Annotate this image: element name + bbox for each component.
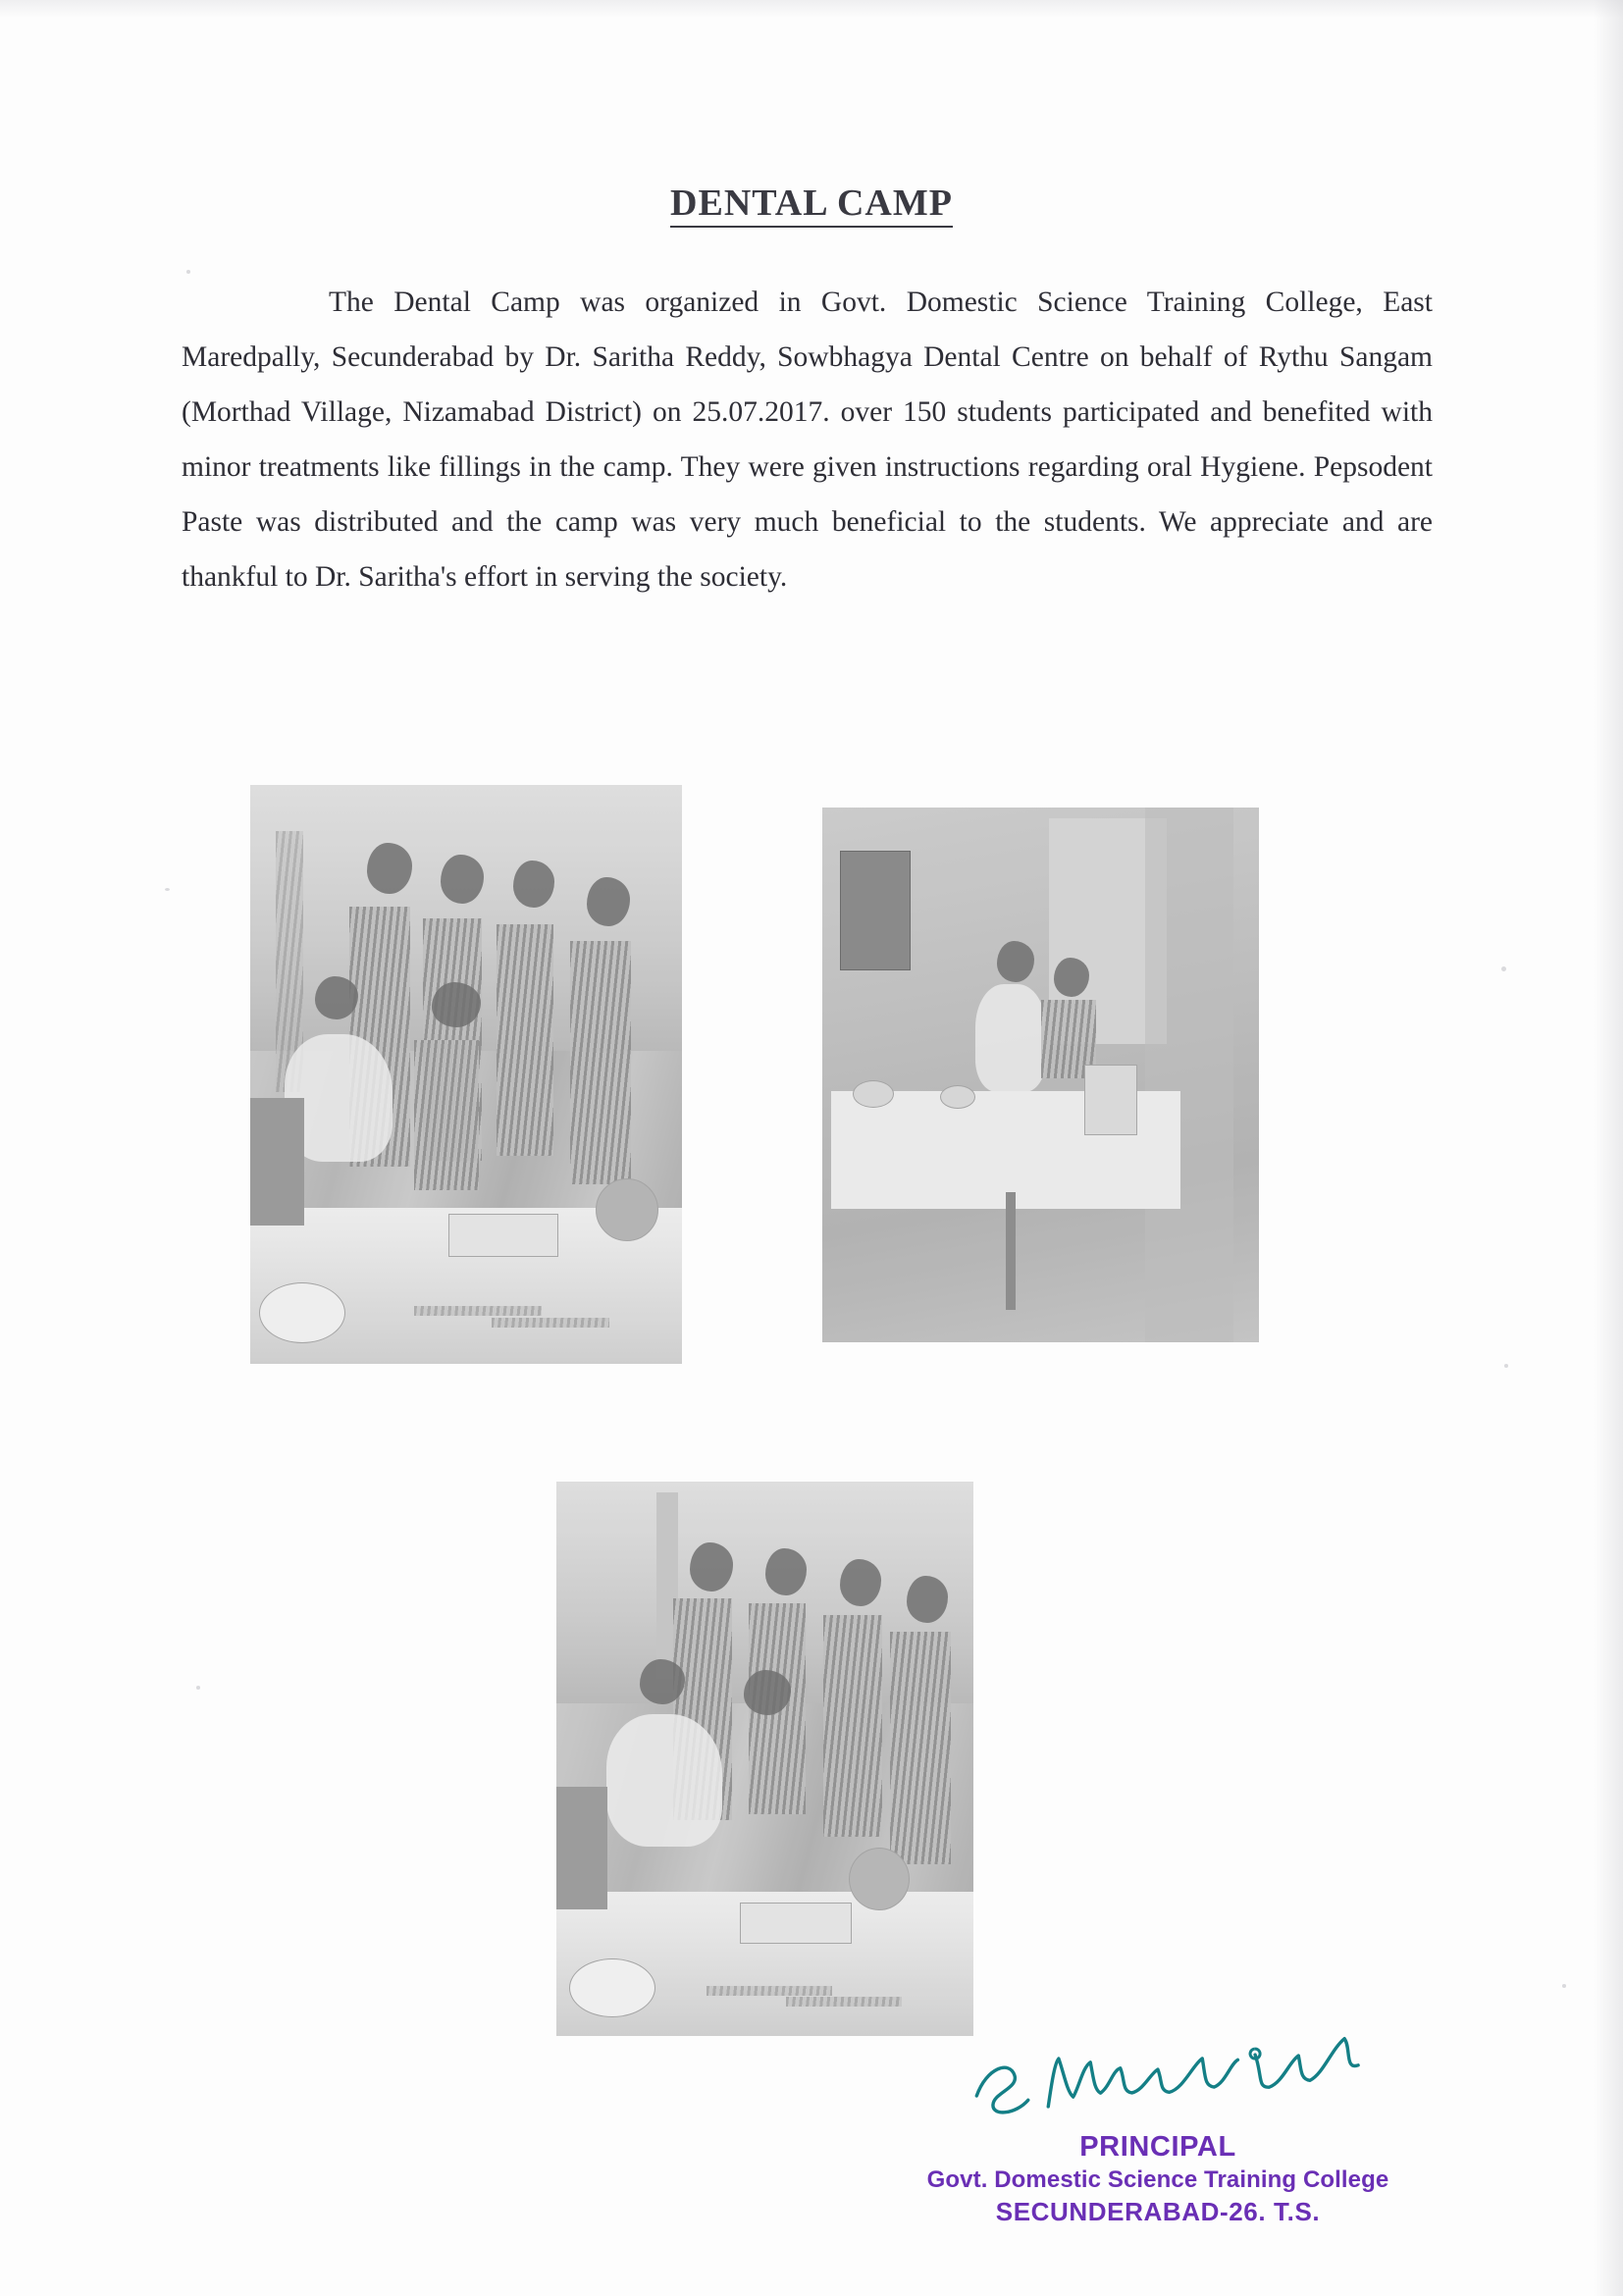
photo-content (822, 808, 1259, 1342)
photo-dentist-examining-student-left (250, 785, 682, 1364)
signature-icon (959, 2007, 1387, 2134)
body-paragraph (182, 275, 1433, 604)
scan-speck (1562, 1984, 1566, 1988)
stamp-principal-line: PRINCIPAL (1079, 2131, 1236, 2163)
scan-edge-top (0, 0, 1623, 18)
principal-signature (959, 2007, 1387, 2134)
photo-dentist-checking-teeth-bottom (556, 1482, 973, 2036)
scan-speck (196, 1686, 200, 1690)
scan-speck (1504, 1364, 1508, 1368)
page-title-text: DENTAL CAMP (670, 183, 953, 228)
page-title (0, 182, 1623, 225)
scan-speck (1501, 966, 1506, 971)
stamp-city-line: SECUNDERABAD-26. T.S. (995, 2196, 1321, 2226)
photo-content (250, 785, 682, 1364)
scan-speck (186, 270, 190, 274)
principal-stamp (883, 2129, 1433, 2228)
paragraph-text: The Dental Camp was organized in Govt. Domestic Science Training College, East Maredpally, Secunderabad by Dr. Saritha Reddy, Sowbhagya Dental Centre on behalf of Rythu Sangam (Morthad Village, Nizamabad District) on 25.07.2017. over 150 students participated and benefited with minor treatments like fillings in the camp. They were given instructions regarding oral Hygiene. Pepsodent Paste was distributed and the camp was very much beneficial to the students. We appreciate and are thankful to Dr. Saritha's effort in serving the society. (182, 287, 1433, 593)
scan-speck (165, 888, 170, 891)
scan-edge-right (1594, 0, 1623, 2296)
photo-dental-table-room-right (822, 808, 1259, 1342)
photo-content (556, 1482, 973, 2036)
stamp-college-line: Govt. Domestic Science Training College (926, 2166, 1389, 2194)
